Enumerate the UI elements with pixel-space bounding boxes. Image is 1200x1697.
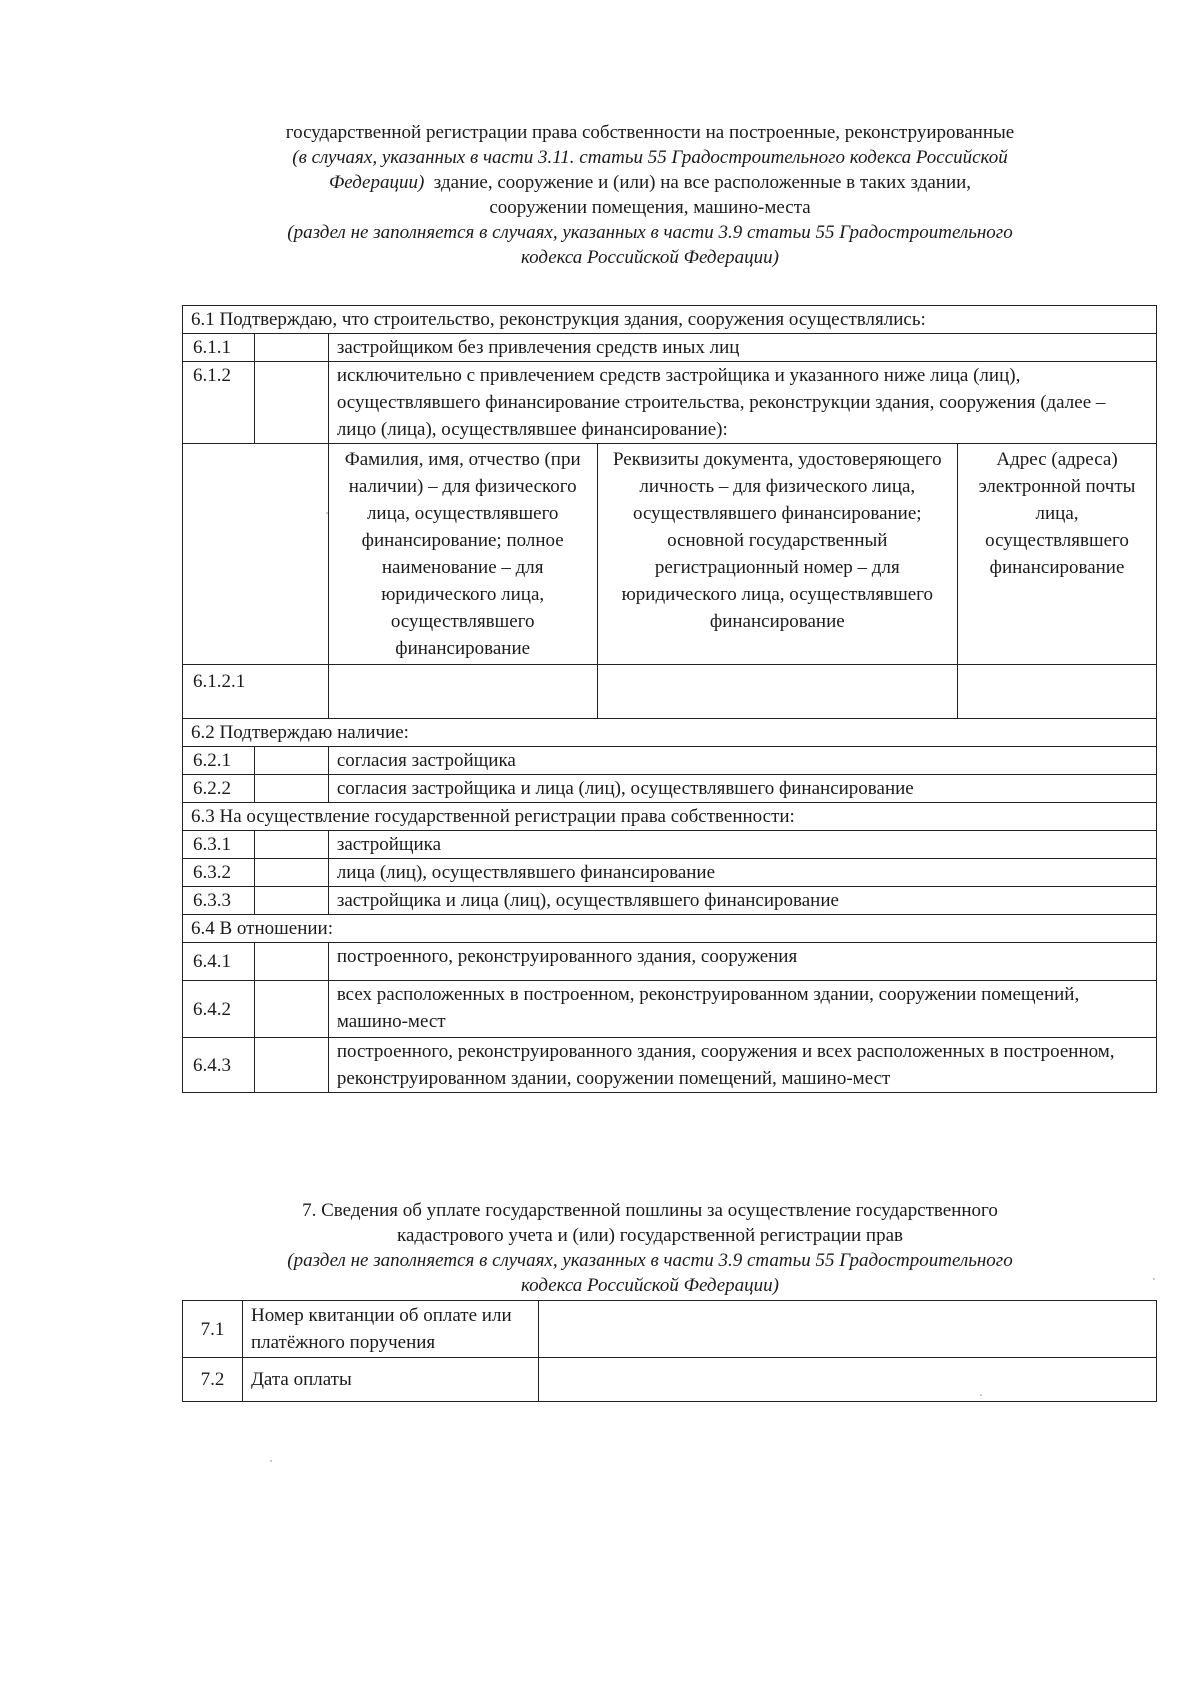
table-row: [183, 915, 1157, 943]
table-row: [183, 887, 1157, 915]
checkbox-cell-6-4-3[interactable]: [254, 1038, 328, 1093]
section-6-table: [182, 305, 1157, 1093]
checkbox-cell-6-4-2[interactable]: [254, 981, 328, 1038]
row-text: построенного, реконструированного здания, сооружения: [328, 943, 1156, 981]
checkbox-cell-6-4-1[interactable]: [254, 943, 328, 981]
row-6-3-text: 6.3 На осуществление государственной регистрации права собственности:: [183, 803, 1157, 831]
table-row: [183, 803, 1157, 831]
heading-line: 7. Сведения об уплате государственной пошлины за осуществление государственного: [302, 1200, 998, 1221]
heading-line: сооружении помещения, машино-места: [489, 197, 811, 218]
heading-line-italic: (раздел не заполняется в случаях, указанных в части 3.9 статьи 55 Градостроительного: [287, 222, 1013, 243]
checkbox-cell-6-3-3[interactable]: [254, 887, 328, 915]
row-label: Номер квитанции об оплате или платёжного поручения: [242, 1301, 538, 1358]
table-row: [183, 362, 1157, 444]
row-text: всех расположенных в построенном, реконструированном здании, сооружении помещений, машино-мест: [328, 981, 1156, 1038]
table-row: [183, 943, 1157, 981]
row-6-1-text: 6.1 Подтверждаю, что строительство, реконструкция здания, сооружения осуществлялись:: [183, 306, 1157, 334]
heading-line-italic: кодекса Российской Федерации): [520, 1275, 780, 1296]
row-text: согласия застройщика и лица (лиц), осуществлявшего финансирование: [328, 775, 1156, 803]
table-row: [183, 1038, 1157, 1093]
column-header-name: Фамилия, имя, отчество (при наличии) – для физического лица, осуществлявшего финансирование; полное наименование – для юридического лица, осуществлявшего финансирование: [328, 444, 597, 665]
column-header-email: Адрес (адреса) электронной почты лица, осуществлявшего финансирование: [958, 444, 1157, 665]
financier-document-field[interactable]: [597, 665, 958, 719]
table-row: [183, 719, 1157, 747]
financier-email-field[interactable]: [958, 665, 1157, 719]
scan-speck: [1153, 1278, 1155, 1280]
row-text: построенного, реконструированного здания, сооружения и всех расположенных в построенном, реконструированном здании, сооружении помещений, машино-мест: [328, 1038, 1156, 1093]
table-row: [183, 665, 1157, 719]
financier-name-field[interactable]: [328, 665, 597, 719]
row-number: 6.4.2: [183, 981, 255, 1038]
row-number: 6.1.2: [183, 362, 255, 444]
table-row: [183, 334, 1157, 362]
table-row: [183, 859, 1157, 887]
row-number: 6.1.1: [183, 334, 255, 362]
table-row: [183, 444, 1157, 665]
heading-line-italic: (в случаях, указанных в части 3.11. статьи 55 Градостроительного кодекса Российской: [292, 147, 1008, 168]
row-6-2-text: 6.2 Подтверждаю наличие:: [183, 719, 1157, 747]
row-number: 7.1: [183, 1301, 243, 1358]
table-row: [183, 1301, 1157, 1358]
row-text: застройщика: [328, 831, 1156, 859]
checkbox-cell-6-2-2[interactable]: [254, 775, 328, 803]
table-row: [183, 775, 1157, 803]
row-number: 6.3.3: [183, 887, 255, 915]
section-7-heading: [150, 1198, 1150, 1298]
row-label: Дата оплаты: [242, 1358, 538, 1402]
table-row: [183, 306, 1157, 334]
heading-line: [150, 170, 1150, 195]
checkbox-cell-6-2-1[interactable]: [254, 747, 328, 775]
table-row: [183, 747, 1157, 775]
row-text: застройщика и лица (лиц), осуществлявшего финансирование: [328, 887, 1156, 915]
checkbox-cell-6-1-2[interactable]: [254, 362, 328, 444]
heading-italic-fragment: Федерации): [328, 172, 425, 193]
row-text: лица (лиц), осуществлявшего финансирование: [328, 859, 1156, 887]
heading-line-italic: (раздел не заполняется в случаях, указанных в части 3.9 статьи 55 Градостроительного: [287, 1250, 1013, 1271]
heading-line: кадастрового учета и (или) государственной регистрации прав: [397, 1225, 903, 1246]
row-number: 6.4.3: [183, 1038, 255, 1093]
row-6-4-text: 6.4 В отношении:: [183, 915, 1157, 943]
row-number: 6.3.1: [183, 831, 255, 859]
row-number: 6.1.2.1: [183, 665, 329, 719]
row-number: 7.2: [183, 1358, 243, 1402]
section-6-heading: [150, 120, 1150, 270]
checkbox-cell-6-1-1[interactable]: [254, 334, 328, 362]
row-text: согласия застройщика: [328, 747, 1156, 775]
scan-speck: [270, 1460, 272, 1462]
row-number: 6.2.2: [183, 775, 255, 803]
scan-speck: [980, 1394, 982, 1396]
table-row: [183, 831, 1157, 859]
empty-cell: [183, 444, 329, 665]
scan-speck: [326, 512, 328, 514]
row-number: 6.3.2: [183, 859, 255, 887]
checkbox-cell-6-3-2[interactable]: [254, 859, 328, 887]
payment-date-field[interactable]: [538, 1358, 1156, 1402]
row-number: 6.2.1: [183, 747, 255, 775]
row-number: 6.4.1: [183, 943, 255, 981]
table-row: [183, 1358, 1157, 1402]
heading-line-italic: кодекса Российской Федерации): [520, 247, 780, 268]
column-header-document: Реквизиты документа, удостоверяющего личность – для физического лица, осуществлявшего финансирование; основной государственный регистрационный номер – для юридического лица, осуществлявшего финансирование: [597, 444, 958, 665]
table-row: [183, 981, 1157, 1038]
heading-line: государственной регистрации права собственности на построенные, реконструированные: [285, 122, 1015, 143]
receipt-number-field[interactable]: [538, 1301, 1156, 1358]
section-7-table: [182, 1300, 1157, 1402]
row-text: застройщиком без привлечения средств иных лиц: [328, 334, 1156, 362]
row-text: исключительно с привлечением средств застройщика и указанного ниже лица (лиц), осуществлявшего финансирование строительства, реконструкции здания, сооружения (далее – лицо (лица), осуществлявшее финансирование):: [328, 362, 1156, 444]
heading-fragment: здание, сооружение и (или) на все расположенные в таких здании,: [433, 172, 972, 193]
checkbox-cell-6-3-1[interactable]: [254, 831, 328, 859]
